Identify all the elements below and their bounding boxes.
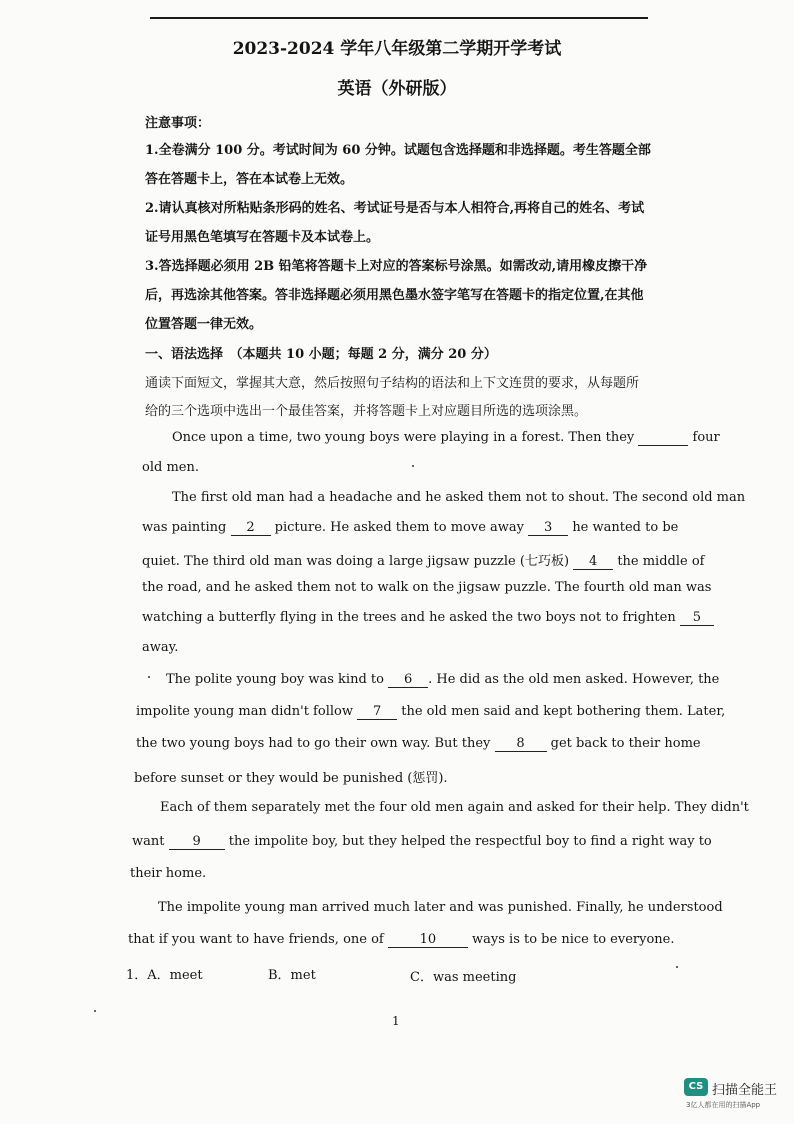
passage-line: The first old man had a headache and he asked them not to shout. The second old man	[172, 490, 746, 505]
blank-3: 3	[528, 520, 568, 536]
scanner-logo-icon: CS	[684, 1078, 708, 1096]
passage-text: . He did as the old men asked. However, the	[428, 672, 720, 687]
passage-line	[142, 610, 714, 626]
passage-line: old men.	[142, 460, 199, 475]
scan-speck	[94, 1010, 96, 1012]
passage-line	[142, 520, 678, 536]
header-rule	[150, 17, 648, 19]
note-3b: 后，再选涂其他答案。答非选择题必须用黑色墨水签字笔写在答题卡的指定位置,在其他	[145, 288, 644, 303]
passage-line: The impolite young man arrived much later and was punished. Finally, he understood	[158, 900, 723, 915]
blank-10: 10	[388, 932, 468, 948]
scan-speck	[676, 966, 678, 968]
passage-text: that if you want to have friends, one of	[128, 932, 384, 947]
section-title: 一、语法选择 （本题共 10 小题；每题 2 分，满分 20 分）	[145, 347, 497, 362]
scan-speck	[412, 465, 414, 467]
scanner-logo-subtext: 3亿人都在用的扫描App	[686, 1101, 761, 1109]
passage-line	[172, 430, 720, 446]
blank-9: 9	[169, 834, 225, 850]
section-instructions-b: 给的三个选项中选出一个最佳答案，并将答题卡上对应题目所选的选项涂黑。	[145, 404, 588, 419]
passage-text: the impolite boy, but they helped the respectful boy to find a right way to	[228, 834, 712, 849]
passage-line: away.	[142, 640, 179, 655]
passage-text: The polite young boy was kind to	[166, 672, 384, 687]
scanner-logo-text: 扫描全能王	[712, 1083, 778, 1098]
passage-line	[132, 834, 712, 850]
passage-text: impolite young man didn't follow	[136, 704, 353, 719]
note-2b: 证号用黑色笔填写在答题卡及本试卷上。	[145, 230, 380, 245]
passage-line	[128, 932, 674, 948]
passage-text: get back to their home	[550, 736, 701, 751]
passage-text: want	[132, 834, 165, 849]
passage-text: the middle of	[617, 554, 705, 569]
passage-text: he wanted to be	[572, 520, 679, 535]
page-number: 1	[392, 1014, 400, 1028]
passage-text: the old men said and kept bothering them. Later,	[401, 704, 726, 719]
note-1b: 答在答题卡上，答在本试卷上无效。	[145, 172, 354, 187]
passage-line	[136, 736, 701, 752]
blank-8: 8	[495, 736, 547, 752]
passage-line	[142, 550, 705, 570]
blank-6: 6	[388, 672, 428, 688]
blank-2: 2	[231, 520, 271, 536]
passage-text: four	[692, 430, 720, 445]
option-q1-c: C．was meeting	[410, 970, 517, 985]
passage-text: ways is to be nice to everyone.	[472, 932, 675, 947]
passage-line	[166, 672, 719, 688]
passage-line: Each of them separately met the four old men again and asked for their help. They didn't	[160, 800, 749, 815]
exam-subtitle: 英语（外研版）	[337, 79, 457, 99]
blank-1	[638, 430, 688, 446]
passage-text: watching a butterfly flying in the trees and he asked the two boys not to frighten	[142, 610, 676, 625]
passage-line: the road, and he asked them not to walk on the jigsaw puzzle. The fourth old man was	[142, 580, 712, 595]
section-instructions-a: 通读下面短文，掌握其大意，然后按照句子结构的语法和上下文连贯的要求，从每题所	[145, 376, 640, 391]
blank-4: 4	[573, 554, 613, 570]
option-q1-a: 1．A．meet	[126, 968, 203, 983]
passage-text: the two young boys had to go their own way. But they	[136, 736, 491, 751]
passage-text: picture. He asked them to move away	[274, 520, 525, 535]
exam-title: 2023-2024 学年八年级第二学期开学考试	[232, 39, 562, 59]
blank-5: 5	[680, 610, 714, 626]
note-2a: 2.请认真核对所粘贴条形码的姓名、考试证号是否与本人相符合,再将自己的姓名、考试	[145, 201, 645, 216]
note-1a: 1.全卷满分 100 分。考试时间为 60 分钟。试题包含选择题和非选择题。考生答题全部	[145, 143, 651, 158]
passage-line	[136, 704, 725, 720]
notes-heading: 注意事项：	[145, 116, 211, 131]
blank-7: 7	[357, 704, 397, 720]
passage-line: their home.	[130, 866, 207, 881]
passage-text: Once upon a time, two young boys were playing in a forest. Then they	[172, 430, 635, 445]
note-3c: 位置答题一律无效。	[145, 317, 263, 332]
note-3a: 3.答选择题必须用 2B 铅笔将答题卡上对应的答案标号涂黑。如需改动,请用橡皮擦干净	[145, 259, 648, 274]
passage-text: quiet. The third old man was doing a large jigsaw puzzle (七巧板)	[142, 554, 570, 569]
passage-line: before sunset or they would be punished (惩罚).	[134, 771, 448, 786]
passage-text: was painting	[142, 520, 227, 535]
option-q1-b: B．met	[268, 968, 316, 983]
scan-speck	[148, 676, 150, 678]
